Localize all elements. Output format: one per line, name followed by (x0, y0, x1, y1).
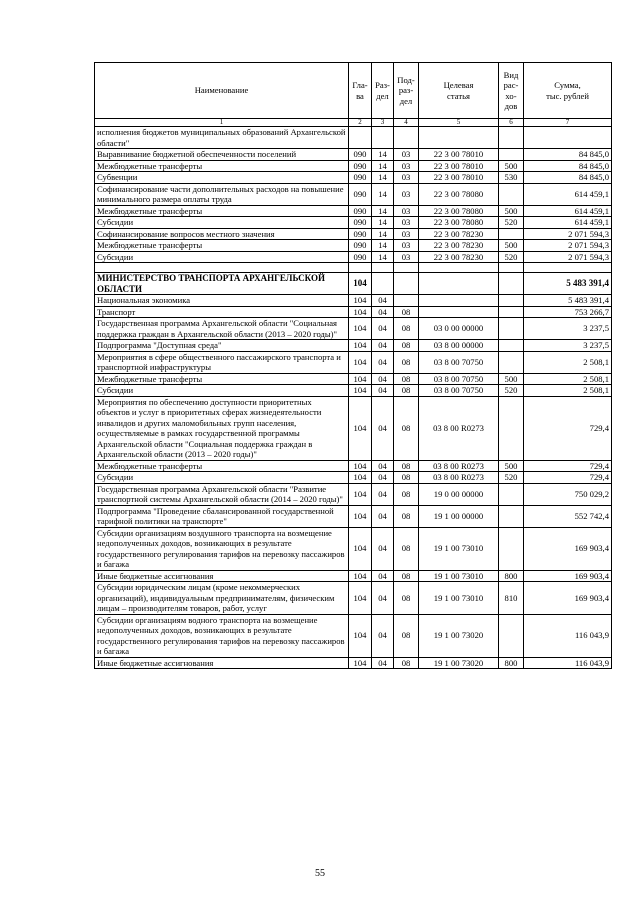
row-amount: 169 903,4 (524, 527, 612, 570)
row-subsection: 03 (394, 172, 419, 184)
row-section: 14 (372, 183, 394, 205)
row-chapter: 104 (349, 657, 372, 669)
row-subsection: 08 (394, 657, 419, 669)
row-section: 04 (372, 570, 394, 582)
row-expense-type: 500 (499, 240, 524, 252)
row-expense-type: 500 (499, 205, 524, 217)
row-name: Межбюджетные трансферты (95, 160, 349, 172)
row-amount: 729,4 (524, 396, 612, 460)
row-chapter: 090 (349, 205, 372, 217)
header-row (95, 63, 612, 119)
row-amount: 2 071 594,3 (524, 240, 612, 252)
row-target-article: 22 3 00 78230 (419, 228, 499, 240)
table-row (95, 483, 612, 505)
table-row (95, 183, 612, 205)
row-name: Государственная программа Архангельской области "Развитие транспортной системы Архангельской области (2014 – 2020 годы)" (95, 483, 349, 505)
row-amount: 3 237,5 (524, 340, 612, 352)
row-chapter (349, 127, 372, 149)
table-row (95, 460, 612, 472)
row-target-article (419, 306, 499, 318)
table-row (95, 172, 612, 184)
row-target-article: 03 8 00 70750 (419, 351, 499, 373)
row-section: 04 (372, 340, 394, 352)
row-target-article: 03 8 00 R0273 (419, 396, 499, 460)
row-chapter: 104 (349, 460, 372, 472)
row-name: Межбюджетные трансферты (95, 373, 349, 385)
page-number: 55 (315, 868, 325, 879)
row-section: 04 (372, 460, 394, 472)
row-subsection: 08 (394, 351, 419, 373)
row-target-article (419, 127, 499, 149)
row-subsection: 03 (394, 240, 419, 252)
row-target-article: 03 8 00 R0273 (419, 472, 499, 484)
row-expense-type: 520 (499, 217, 524, 229)
row-amount: 729,4 (524, 460, 612, 472)
row-chapter: 104 (349, 614, 372, 657)
row-chapter: 090 (349, 240, 372, 252)
row-expense-type: 500 (499, 460, 524, 472)
row-name: Выравнивание бюджетной обеспеченности поселений (95, 149, 349, 161)
table-row (95, 614, 612, 657)
row-section: 04 (372, 396, 394, 460)
row-chapter: 090 (349, 228, 372, 240)
row-subsection: 03 (394, 217, 419, 229)
row-name: Транспорт (95, 306, 349, 318)
header-name: Наименование (95, 63, 349, 119)
table-row (95, 385, 612, 397)
row-name: Национальная экономика (95, 295, 349, 307)
row-subsection: 08 (394, 472, 419, 484)
row-target-article: 03 8 00 00000 (419, 340, 499, 352)
row-name: МИНИСТЕРСТВО ТРАНСПОРТА АРХАНГЕЛЬСКОЙ ОБЛАСТИ (95, 273, 349, 295)
row-target-article: 22 3 00 78010 (419, 172, 499, 184)
row-section: 14 (372, 160, 394, 172)
row-subsection (394, 263, 419, 273)
table-row (95, 527, 612, 570)
row-chapter: 090 (349, 183, 372, 205)
row-expense-type (499, 396, 524, 460)
table-row (95, 251, 612, 263)
row-expense-type (499, 273, 524, 295)
row-chapter: 104 (349, 340, 372, 352)
row-expense-type (499, 306, 524, 318)
row-target-article: 19 1 00 73010 (419, 527, 499, 570)
row-name: Мероприятия в сфере общественного пассажирского транспорта и транспортной инфраструктуры (95, 351, 349, 373)
row-amount: 84 845,0 (524, 172, 612, 184)
row-expense-type (499, 505, 524, 527)
row-target-article (419, 273, 499, 295)
row-chapter: 104 (349, 385, 372, 397)
header-expense-type: Вид рас- хо- дов (499, 63, 524, 119)
column-number: 1 (95, 119, 349, 127)
row-amount: 614 459,1 (524, 205, 612, 217)
table-row (95, 373, 612, 385)
row-target-article: 22 3 00 78230 (419, 251, 499, 263)
row-target-article: 22 3 00 78230 (419, 240, 499, 252)
row-name: Подпрограмма "Доступная среда" (95, 340, 349, 352)
row-name: Мероприятия по обеспечению доступности приоритетных объектов и услуг в приоритетных сферах жизнедеятельности инвалидов и других маломобильных групп населения, осуществляемые в рамках государственной программы Архангельской области "Социальная поддержка граждан в Архангельской области (2013 – 2020 годы)" (95, 396, 349, 460)
row-target-article: 19 1 00 73020 (419, 614, 499, 657)
row-section (372, 273, 394, 295)
row-section: 04 (372, 527, 394, 570)
row-chapter: 104 (349, 472, 372, 484)
row-subsection: 08 (394, 614, 419, 657)
table-row (95, 472, 612, 484)
row-name: Субсидии юридическим лицам (кроме некоммерческих организаций), индивидуальным предпринимателям, физическим лицам – производителям товаров, работ, услуг (95, 582, 349, 615)
row-expense-type: 520 (499, 472, 524, 484)
row-section: 04 (372, 505, 394, 527)
column-number: 7 (524, 119, 612, 127)
table-row (95, 295, 612, 307)
table-row (95, 318, 612, 340)
row-section: 04 (372, 483, 394, 505)
row-expense-type (499, 318, 524, 340)
row-expense-type (499, 351, 524, 373)
row-name: Субвенции (95, 172, 349, 184)
row-subsection: 03 (394, 149, 419, 161)
row-name: Межбюджетные трансферты (95, 460, 349, 472)
column-number: 6 (499, 119, 524, 127)
table-row (95, 228, 612, 240)
row-chapter: 104 (349, 396, 372, 460)
row-amount: 169 903,4 (524, 582, 612, 615)
row-amount: 3 237,5 (524, 318, 612, 340)
row-target-article (419, 295, 499, 307)
header-amount: Сумма, тыс. рублей (524, 63, 612, 119)
row-expense-type: 520 (499, 385, 524, 397)
row-amount: 2 071 594,3 (524, 228, 612, 240)
row-subsection: 08 (394, 396, 419, 460)
row-section: 14 (372, 228, 394, 240)
row-name: Софинансирование вопросов местного значения (95, 228, 349, 240)
row-expense-type: 520 (499, 251, 524, 263)
table-row (95, 149, 612, 161)
table-row (95, 351, 612, 373)
row-amount: 753 266,7 (524, 306, 612, 318)
row-name: Иные бюджетные ассигнования (95, 657, 349, 669)
row-section (372, 127, 394, 149)
row-chapter: 104 (349, 373, 372, 385)
row-name: Субсидии (95, 217, 349, 229)
row-subsection (394, 295, 419, 307)
row-chapter: 090 (349, 149, 372, 161)
row-expense-type (499, 340, 524, 352)
row-subsection: 08 (394, 527, 419, 570)
row-expense-type (499, 483, 524, 505)
row-expense-type (499, 295, 524, 307)
row-name: Межбюджетные трансферты (95, 240, 349, 252)
row-chapter: 090 (349, 217, 372, 229)
row-name: исполнения бюджетов муниципальных образований Архангельской области" (95, 127, 349, 149)
budget-table (94, 62, 612, 669)
header-section: Раз- дел (372, 63, 394, 119)
row-section: 04 (372, 472, 394, 484)
row-target-article: 22 3 00 78080 (419, 217, 499, 229)
row-section: 04 (372, 614, 394, 657)
row-expense-type (499, 149, 524, 161)
row-chapter: 104 (349, 351, 372, 373)
row-target-article: 03 8 00 R0273 (419, 460, 499, 472)
row-target-article: 22 3 00 78010 (419, 149, 499, 161)
row-amount: 2 508,1 (524, 385, 612, 397)
row-amount: 84 845,0 (524, 160, 612, 172)
table-row (95, 306, 612, 318)
column-number: 3 (372, 119, 394, 127)
row-target-article: 22 3 00 78080 (419, 205, 499, 217)
row-chapter: 104 (349, 505, 372, 527)
row-section (372, 263, 394, 273)
row-expense-type: 800 (499, 570, 524, 582)
row-expense-type (499, 127, 524, 149)
row-amount: 552 742,4 (524, 505, 612, 527)
row-amount: 5 483 391,4 (524, 273, 612, 295)
row-target-article: 22 3 00 78010 (419, 160, 499, 172)
row-chapter (349, 263, 372, 273)
row-amount: 614 459,1 (524, 183, 612, 205)
table-row (95, 263, 612, 273)
row-expense-type: 530 (499, 172, 524, 184)
header-chapter: Гла- ва (349, 63, 372, 119)
row-section: 14 (372, 240, 394, 252)
row-chapter: 104 (349, 582, 372, 615)
row-amount: 84 845,0 (524, 149, 612, 161)
row-amount: 729,4 (524, 472, 612, 484)
table-body (95, 127, 612, 669)
table-row (95, 396, 612, 460)
row-chapter: 104 (349, 570, 372, 582)
row-amount: 614 459,1 (524, 217, 612, 229)
column-number: 2 (349, 119, 372, 127)
row-amount: 169 903,4 (524, 570, 612, 582)
row-subsection: 03 (394, 251, 419, 263)
row-section: 14 (372, 205, 394, 217)
row-section: 14 (372, 172, 394, 184)
row-section: 04 (372, 657, 394, 669)
table-row (95, 205, 612, 217)
row-name: Субсидии (95, 385, 349, 397)
row-expense-type: 500 (499, 160, 524, 172)
row-subsection: 03 (394, 228, 419, 240)
row-amount: 116 043,9 (524, 657, 612, 669)
row-target-article (419, 263, 499, 273)
table-row (95, 505, 612, 527)
row-target-article: 03 0 00 00000 (419, 318, 499, 340)
row-name: Субсидии организациям водного транспорта на возмещение недополученных доходов, возникающих в результате государственного регулирования тарифов на перевозку пассажиров и багажа (95, 614, 349, 657)
row-name: Софинансирование части дополнительных расходов на повышение минимального размера оплаты труда (95, 183, 349, 205)
row-subsection: 08 (394, 505, 419, 527)
row-section: 04 (372, 306, 394, 318)
row-chapter: 090 (349, 172, 372, 184)
row-subsection: 08 (394, 318, 419, 340)
row-chapter: 104 (349, 483, 372, 505)
row-amount: 116 043,9 (524, 614, 612, 657)
row-amount (524, 263, 612, 273)
row-subsection: 08 (394, 373, 419, 385)
row-target-article: 19 1 00 73010 (419, 570, 499, 582)
row-name: Субсидии (95, 472, 349, 484)
row-subsection: 03 (394, 183, 419, 205)
row-subsection: 08 (394, 570, 419, 582)
table-row (95, 240, 612, 252)
row-target-article: 19 1 00 00000 (419, 505, 499, 527)
row-amount (524, 127, 612, 149)
row-target-article: 03 8 00 70750 (419, 373, 499, 385)
row-name: Подпрограмма "Проведение сбалансированной государственной тарифной политики на транспорте" (95, 505, 349, 527)
row-amount: 2 508,1 (524, 351, 612, 373)
row-expense-type: 500 (499, 373, 524, 385)
row-amount: 750 029,2 (524, 483, 612, 505)
row-name: Субсидии (95, 251, 349, 263)
row-target-article: 03 8 00 70750 (419, 385, 499, 397)
row-subsection: 08 (394, 385, 419, 397)
row-expense-type (499, 527, 524, 570)
row-chapter: 104 (349, 273, 372, 295)
table-row (95, 582, 612, 615)
column-number: 5 (419, 119, 499, 127)
row-subsection: 08 (394, 460, 419, 472)
column-number: 4 (394, 119, 419, 127)
row-amount: 2 071 594,3 (524, 251, 612, 263)
row-amount: 5 483 391,4 (524, 295, 612, 307)
row-subsection: 08 (394, 340, 419, 352)
row-chapter: 090 (349, 251, 372, 263)
row-chapter: 090 (349, 160, 372, 172)
row-subsection: 08 (394, 582, 419, 615)
row-chapter: 104 (349, 306, 372, 318)
row-section: 04 (372, 318, 394, 340)
row-target-article: 22 3 00 78080 (419, 183, 499, 205)
row-section: 14 (372, 251, 394, 263)
row-target-article: 19 0 00 00000 (419, 483, 499, 505)
header-target-article: Целевая статья (419, 63, 499, 119)
row-expense-type: 810 (499, 582, 524, 615)
table-row (95, 570, 612, 582)
row-subsection (394, 127, 419, 149)
row-chapter: 104 (349, 295, 372, 307)
row-expense-type (499, 183, 524, 205)
column-number-row (95, 119, 612, 127)
table-row (95, 217, 612, 229)
row-expense-type (499, 614, 524, 657)
row-amount: 2 508,1 (524, 373, 612, 385)
table-row (95, 127, 612, 149)
table-row (95, 340, 612, 352)
row-target-article: 19 1 00 73010 (419, 582, 499, 615)
table-row (95, 273, 612, 295)
row-section: 04 (372, 385, 394, 397)
row-name: Государственная программа Архангельской области "Социальная поддержка граждан в Архангельской области (2013 – 2020 годы)" (95, 318, 349, 340)
row-subsection: 03 (394, 160, 419, 172)
row-chapter: 104 (349, 527, 372, 570)
row-section: 14 (372, 149, 394, 161)
row-subsection: 03 (394, 205, 419, 217)
row-expense-type (499, 263, 524, 273)
row-chapter: 104 (349, 318, 372, 340)
row-subsection: 08 (394, 483, 419, 505)
row-section: 04 (372, 373, 394, 385)
row-expense-type: 800 (499, 657, 524, 669)
row-name (95, 263, 349, 273)
row-section: 04 (372, 351, 394, 373)
row-section: 04 (372, 582, 394, 615)
row-target-article: 19 1 00 73020 (419, 657, 499, 669)
row-section: 04 (372, 295, 394, 307)
table-row (95, 160, 612, 172)
row-section: 14 (372, 217, 394, 229)
table-row (95, 657, 612, 669)
row-expense-type (499, 228, 524, 240)
header-subsection: Под- раз- дел (394, 63, 419, 119)
row-name: Субсидии организациям воздушного транспорта на возмещение недополученных доходов, возникающих в результате государственного регулирования тарифов на перевозку пассажиров и багажа (95, 527, 349, 570)
row-subsection: 08 (394, 306, 419, 318)
row-name: Межбюджетные трансферты (95, 205, 349, 217)
row-name: Иные бюджетные ассигнования (95, 570, 349, 582)
row-subsection (394, 273, 419, 295)
